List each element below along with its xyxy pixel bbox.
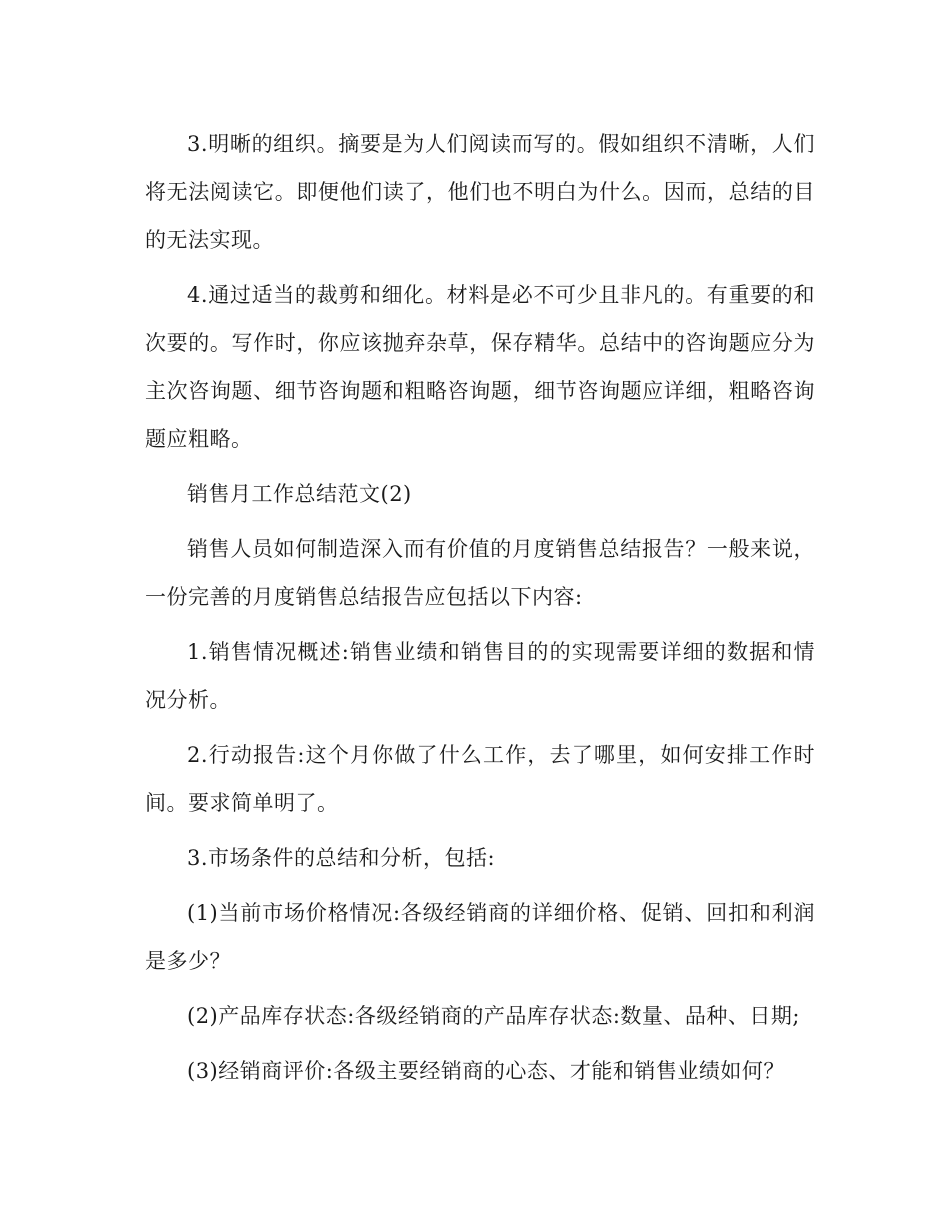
paragraph-inventory-status: (2)产品库存状态:各级经销商的产品库存状态:数量、品种、日期; xyxy=(187,1004,800,1028)
paragraph-action-report: 2.行动报告:这个月你做了什么工作，去了哪里，如何安排工作时间。要求简单明了。 xyxy=(145,743,815,815)
paragraph-market-analysis: 3.市场条件的总结和分析，包括: xyxy=(187,846,496,870)
paragraph-distributor-evaluation: (3)经销商评价:各级主要经销商的心态、才能和销售业绩如何？ xyxy=(187,1059,785,1083)
paragraph-trimming-refinement: 4.通过适当的裁剪和细化。材料是必不可少且非凡的。有重要的和次要的。写作时，你应该抛弃杂草，保存精华。总结中的咨询题应分为主次咨询题、细节咨询题和粗略咨询题，细节咨询题应详细，粗略咨询题应粗略。 xyxy=(145,283,815,451)
paragraph-market-price: (1)当前市场价格情况:各级经销商的详细价格、促销、回扣和利润是多少？ xyxy=(145,901,815,973)
paragraph-intro: 销售人员如何制造深入而有价值的月度销售总结报告？一般来说，一份完善的月度销售总结报告应包括以下内容: xyxy=(145,537,815,609)
paragraph-sales-overview: 1.销售情况概述:销售业绩和销售目的的实现需要详细的数据和情况分析。 xyxy=(145,640,815,712)
section-heading: 销售月工作总结范文(2) xyxy=(187,482,412,506)
paragraph-clear-organization: 3.明晰的组织。摘要是为人们阅读而写的。假如组织不清晰，人们将无法阅读它。即便他们读了，他们也不明白为什么。因而，总结的目的无法实现。 xyxy=(145,132,815,252)
document-body xyxy=(145,120,815,1095)
